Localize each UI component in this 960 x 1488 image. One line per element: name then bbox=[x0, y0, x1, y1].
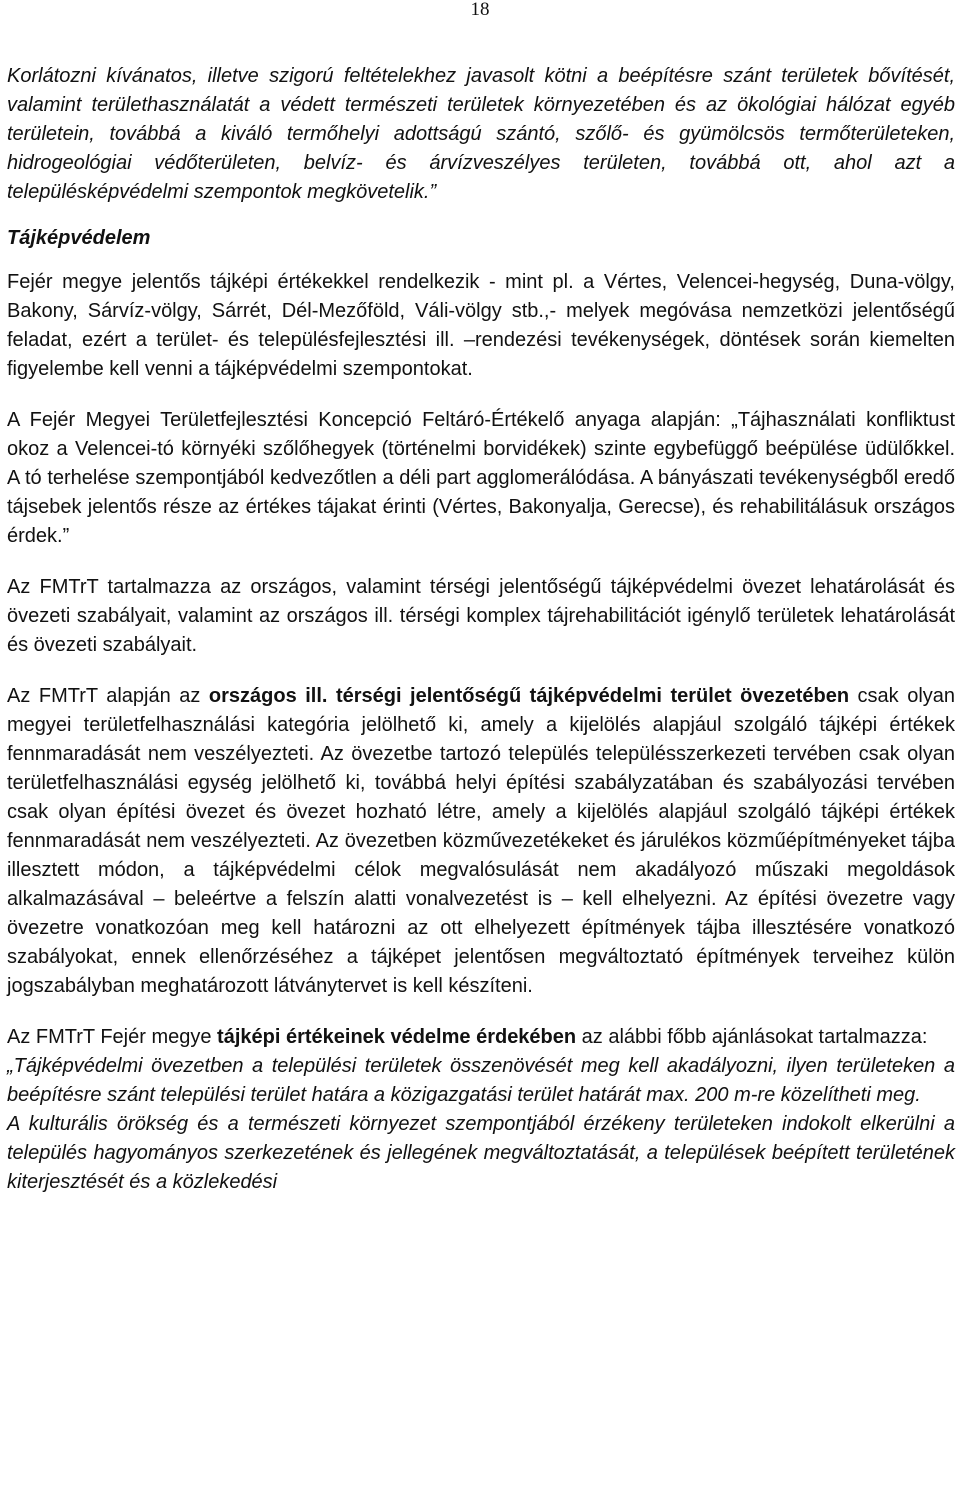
paragraph-recommendations-intro-emphasis: tájképi értékeinek védelme érdekében bbox=[217, 1026, 577, 1048]
paragraph-fmtrt-zone-rules-intro: Az FMTrT alapján az bbox=[7, 685, 209, 707]
page-number: 18 bbox=[470, 0, 490, 20]
paragraph-recommendations-intro-end: az alábbi főbb ajánlásokat tartalmazza: bbox=[576, 1026, 928, 1048]
paragraph-fmtrt-zone-rules bbox=[7, 682, 955, 1001]
paragraph-restrictions: Korlátozni kívánatos, illetve szigorú feltételekhez javasolt kötni a beépítésre szánt területek bővítését, valamint területhasználatát a védett természeti területek környezetében és az ökológiai hálózat egyéb területein, továbbá a kiváló termőhelyi adottságú szántó, szőlő- és gyümölcsös termőterületeken, hidrogeológiai védőterületen, belvíz- és árvízveszélyes területen, továbbá ott, ahol azt a településképvédelmi szempontok megkövetelik.” bbox=[7, 65, 955, 203]
paragraph-fmtrt-zone-rules-body: csak olyan megyei területfelhasználási kategória jelölhető ki, amely a kijelölés alapjául szolgáló tájképi értékek fennmaradását nem veszélyezteti. Az övezetbe tartozó település településszerkezeti tervében csak olyan területfelhasználási egység jelölhető ki, továbbá helyi építési szabályzatában és szabályozási tervében csak olyan építési övezet és övezet hozható létre, amely a kijelölés alapjául szolgáló tájképi értékek fennmaradását nem veszélyezteti. Az övezetben közművezetékeket és járulékos közműépítményeket tájba illesztett módon, a tájképvédelmi célok megvalósulását nem akadályozó műszaki megoldások alkalmazásával – beleértve a felszín alatti vonalvezetést is – kell elhelyezni. Az építési övezetre vagy övezetre vonatkozóan meg kell határozni az ott elhelyezett építmények tájba illesztésére vonatkozó szabályokat, ennek ellenőrzéséhez a tájképet jelentősen megváltoztató építmények terveihez külön jogszabályban meghatározott látványtervet is kell készíteni. bbox=[7, 685, 956, 997]
paragraph-fmtrt-zone-rules-emphasis: országos ill. térségi jelentőségű tájképvédelmi terület övezetében bbox=[208, 685, 850, 707]
paragraph-fejer-landscape-values: Fejér megye jelentős tájképi értékekkel rendelkezik - mint pl. a Vértes, Velencei-hegység, Duna-völgy, Bakony, Sárvíz-völgy, Sárrét, Dél-Mezőföld, Váli-völgy stb.,- melyek megóvása nemzetközi jelentőségű feladat, ezért a terület- és településfejlesztési ill. –rendezési tevékenységek, döntések során kiemelten figyelembe kell venni a tájképvédelmi szempontokat. bbox=[7, 271, 955, 380]
paragraph-recommendation-settlements: „Tájképvédelmi övezetben a települési területek összenövését meg kell akadályozni, ilyen területeken a beépítésre szánt települési terület határa a közigazgatási terület határát max. 200 m-re közelítheti meg. bbox=[7, 1055, 955, 1106]
document-body bbox=[7, 62, 955, 1197]
paragraph-recommendation-heritage: A kulturális örökség és a természeti környezet szempontjából érzékeny területeken indokolt elkerülni a település hagyományos szerkezetének és jellegének megváltoztatását, a települések beépített területének kiterjesztését és a közlekedési bbox=[7, 1113, 955, 1193]
paragraph-fmtrt-contents: Az FMTrT tartalmazza az országos, valamint térségi jelentőségű tájképvédelmi övezet lehatárolását és övezeti szabályait, valamint az országos ill. térségi komplex tájrehabilitációt igénylő területek lehatárolását és övezeti szabályait. bbox=[7, 576, 955, 656]
paragraph-concept-quote: A Fejér Megyei Területfejlesztési Koncepció Feltáró-Értékelő anyaga alapján: „Tájhasználati konfliktust okoz a Velencei-tó környéki szőlőhegyek (történelmi borvidékek) szinte egybefüggő beépülése üdülőkkel. A tó terhelése szempontjából kedvezőtlen a déli part agglomerálódása. A bányászati tevékenységből eredő tájsebek jelentős része az értékes tájakat érinti (Vértes, Bakonyalja, Gerecse), és rehabilitálásuk országos érdek.” bbox=[7, 409, 955, 547]
section-heading-landscape-protection: Tájképvédelem bbox=[7, 227, 151, 249]
paragraph-recommendations-intro-start: Az FMTrT Fejér megye bbox=[7, 1026, 218, 1048]
paragraph-recommendations-intro bbox=[7, 1023, 955, 1052]
